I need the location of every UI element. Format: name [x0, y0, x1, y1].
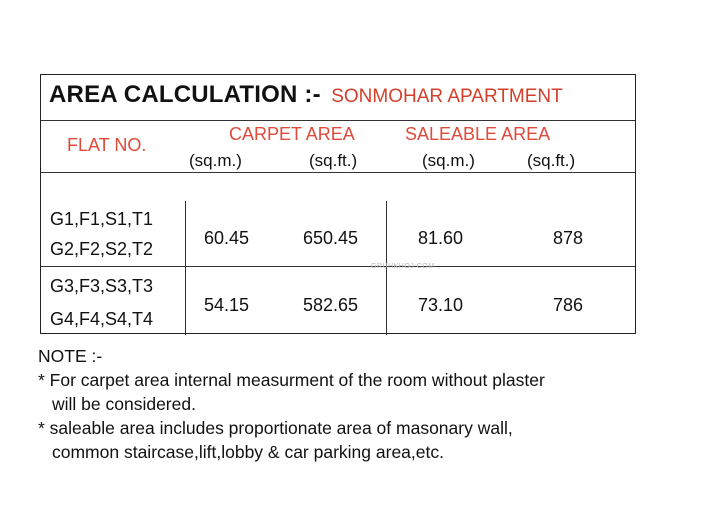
row1-carpet-sqm: 60.45 — [204, 228, 250, 248]
note-line-4: common staircase,lift,lobby & car parking area,etc. — [52, 442, 444, 462]
row1-flat-line1: G1,F1,S1,T1 — [50, 209, 154, 229]
row2-saleable-sqm: 73.10 — [418, 295, 464, 315]
note-line-1: * For carpet area internal measurment of the room without plaster — [38, 370, 545, 390]
row2-flat-line2: G4,F4,S4,T4 — [50, 309, 154, 329]
row2-carpet-sqm: 54.15 — [204, 295, 250, 315]
header-divider — [41, 172, 635, 173]
table-title — [49, 81, 563, 109]
unit-saleable-sqft: (sq.ft.) — [527, 151, 576, 170]
row1-flat-line2: G2,F2,S2,T2 — [50, 239, 154, 259]
row2-flat-line1: G3,F3,S3,T3 — [50, 276, 154, 296]
row2-carpet-sqft: 582.65 — [303, 295, 359, 315]
header-flat-no: FLAT NO. — [67, 135, 147, 155]
header-carpet-area: CARPET AREA — [229, 124, 355, 144]
title-main: AREA CALCULATION :- — [49, 81, 321, 108]
note-line-3: * saleable area includes proportionate area of masonary wall, — [38, 418, 513, 438]
row1-carpet-sqft: 650.45 — [303, 228, 359, 248]
notes-heading: NOTE :- — [38, 346, 103, 366]
unit-carpet-sqft: (sq.ft.) — [309, 151, 358, 170]
row-divider — [41, 266, 635, 267]
row1-saleable-sqm: 81.60 — [418, 228, 464, 248]
row2-saleable-sqft: 786 — [553, 295, 584, 315]
area-table — [40, 74, 636, 334]
project-name: SONMOHAR APARTMENT — [331, 86, 563, 107]
header-saleable-area: SALEABLE AREA — [405, 124, 551, 144]
title-divider — [41, 120, 635, 121]
watermark: GRUHKHOJ.COM — [371, 263, 435, 270]
notes-section — [38, 344, 545, 464]
unit-saleable-sqm: (sq.m.) — [422, 151, 475, 170]
col-divider-flat — [185, 201, 186, 335]
unit-carpet-sqm: (sq.m.) — [189, 151, 242, 170]
row1-saleable-sqft: 878 — [553, 228, 584, 248]
note-line-2: will be considered. — [52, 394, 196, 414]
